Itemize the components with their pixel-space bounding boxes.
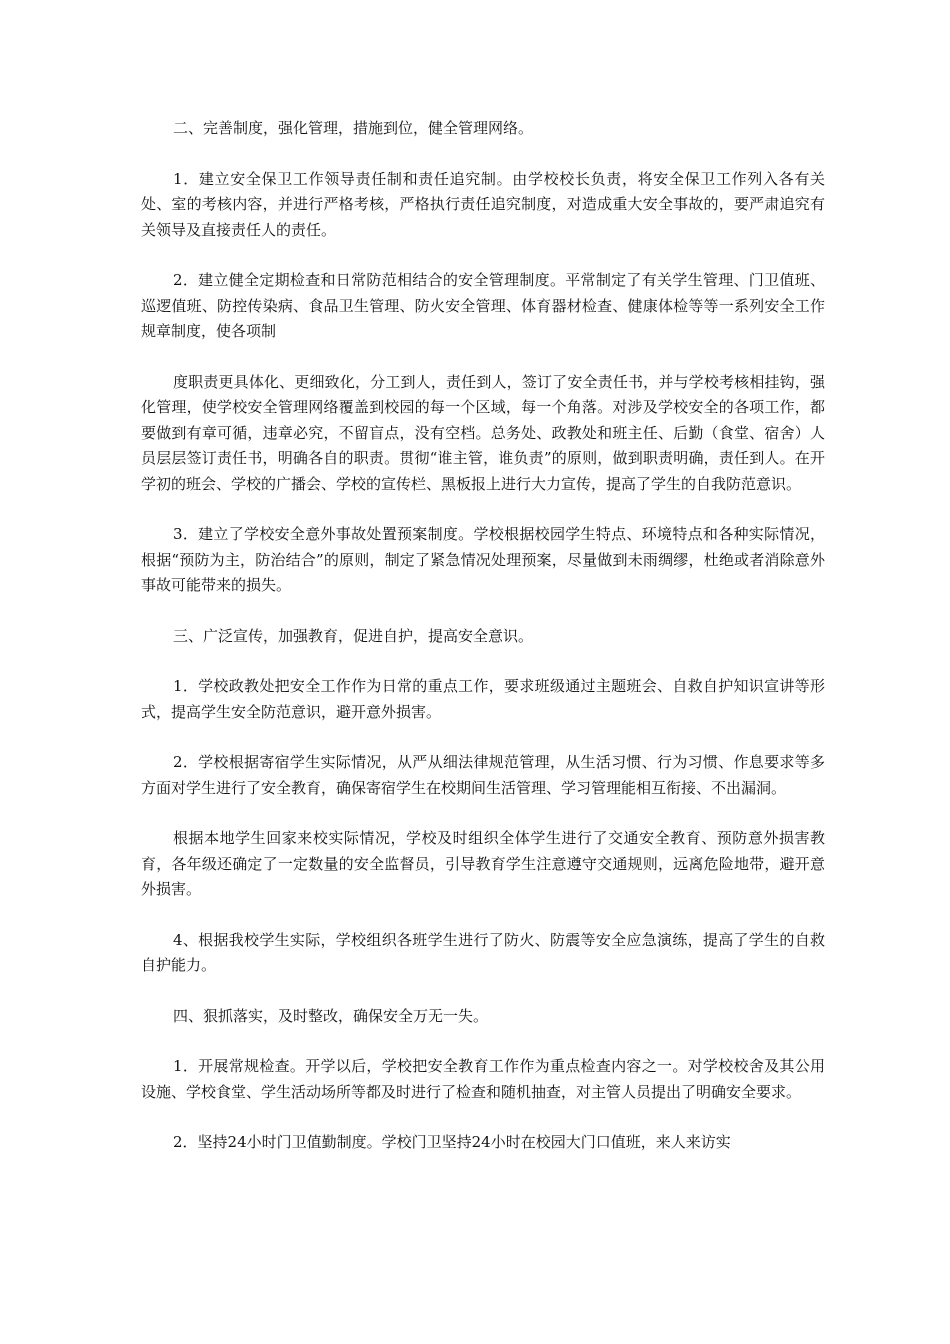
paragraph: 1．建立安全保卫工作领导责任制和责任追究制。由学校校长负责，将安全保卫工作列入各有关处、室的考核内容，并进行严格考核，严格执行责任追究制度，对造成重大安全事故的，要严肃追究有关领导及直接责任人的责任。 (141, 169, 825, 239)
paragraph: 2．坚持24小时门卫值勤制度。学校门卫坚持24小时在校园大门口值班，来人来访实 (173, 1133, 731, 1151)
paragraph: 2．建立健全定期检查和日常防范相结合的安全管理制度。平常制定了有关学生管理、门卫值班、巡逻值班、防控传染病、食品卫生管理、防火安全管理、体育器材检查、健康体检等等一系列安全工作规章制度，使各项制 (141, 271, 825, 340)
paragraph: 根据本地学生回家来校实际情况，学校及时组织全体学生进行了交通安全教育、预防意外损害教育，各年级还确定了一定数量的安全监督员，引导教育学生注意遵守交通规则，远离危险地带，避开意外损害。 (141, 829, 825, 898)
paragraph: 度职责更具体化、更细致化，分工到人，责任到人，签订了安全责任书，并与学校考核相挂钩，强化管理，使学校安全管理网络覆盖到校园的每一个区域，每一个角落。对涉及学校安全的各项工作，都要做到有章可循，违章必究，不留盲点，没有空档。总务处、政教处和班主任、后勤（食堂、宿舍）人员层层签订责任书，明确各自的职责。贯彻“谁主管，谁负责”的原则，做到职责明确，责任到人。在开学初的班会、学校的广播会、学校的宣传栏、黑板报上进行大力宣传，提高了学生的自我防范意识。 (141, 372, 825, 493)
section-heading-2: 二、完善制度，强化管理，措施到位，健全管理网络。 (173, 119, 534, 137)
document-body (141, 116, 825, 1181)
paragraph: 2．学校根据寄宿学生实际情况，从严从细法律规范管理，从生活习惯、行为习惯、作息要求等多方面对学生进行了安全教育，确保寄宿学生在校期间生活管理、学习管理能相互衔接、不出漏洞。 (141, 753, 825, 797)
paragraph: 1．开展常规检查。开学以后，学校把安全教育工作作为重点检查内容之一。对学校校舍及其公用设施、学校食堂、学生活动场所等都及时进行了检查和随机抽查，对主管人员提出了明确安全要求。 (141, 1057, 825, 1101)
paragraph: 4、根据我校学生实际，学校组织各班学生进行了防火、防震等安全应急演练，提高了学生的自救自护能力。 (141, 930, 825, 974)
section-heading-3: 三、广泛宣传，加强教育，促进自护，提高安全意识。 (173, 626, 534, 645)
paragraph: 1．学校政教处把安全工作作为日常的重点工作，要求班级通过主题班会、自救自护知识宣讲等形式，提高学生安全防范意识，避开意外损害。 (141, 677, 825, 721)
paragraph: 3．建立了学校安全意外事故处置预案制度。学校根据校园学生特点、环境特点和各种实际情况，根据“预防为主，防治结合”的原则，制定了紧急情况处理预案，尽量做到未雨绸缪，杜绝或者消除意外事故可能带来的损失。 (141, 525, 825, 594)
section-heading-4: 四、狠抓落实，及时整改，确保安全万无一失。 (173, 1006, 489, 1025)
